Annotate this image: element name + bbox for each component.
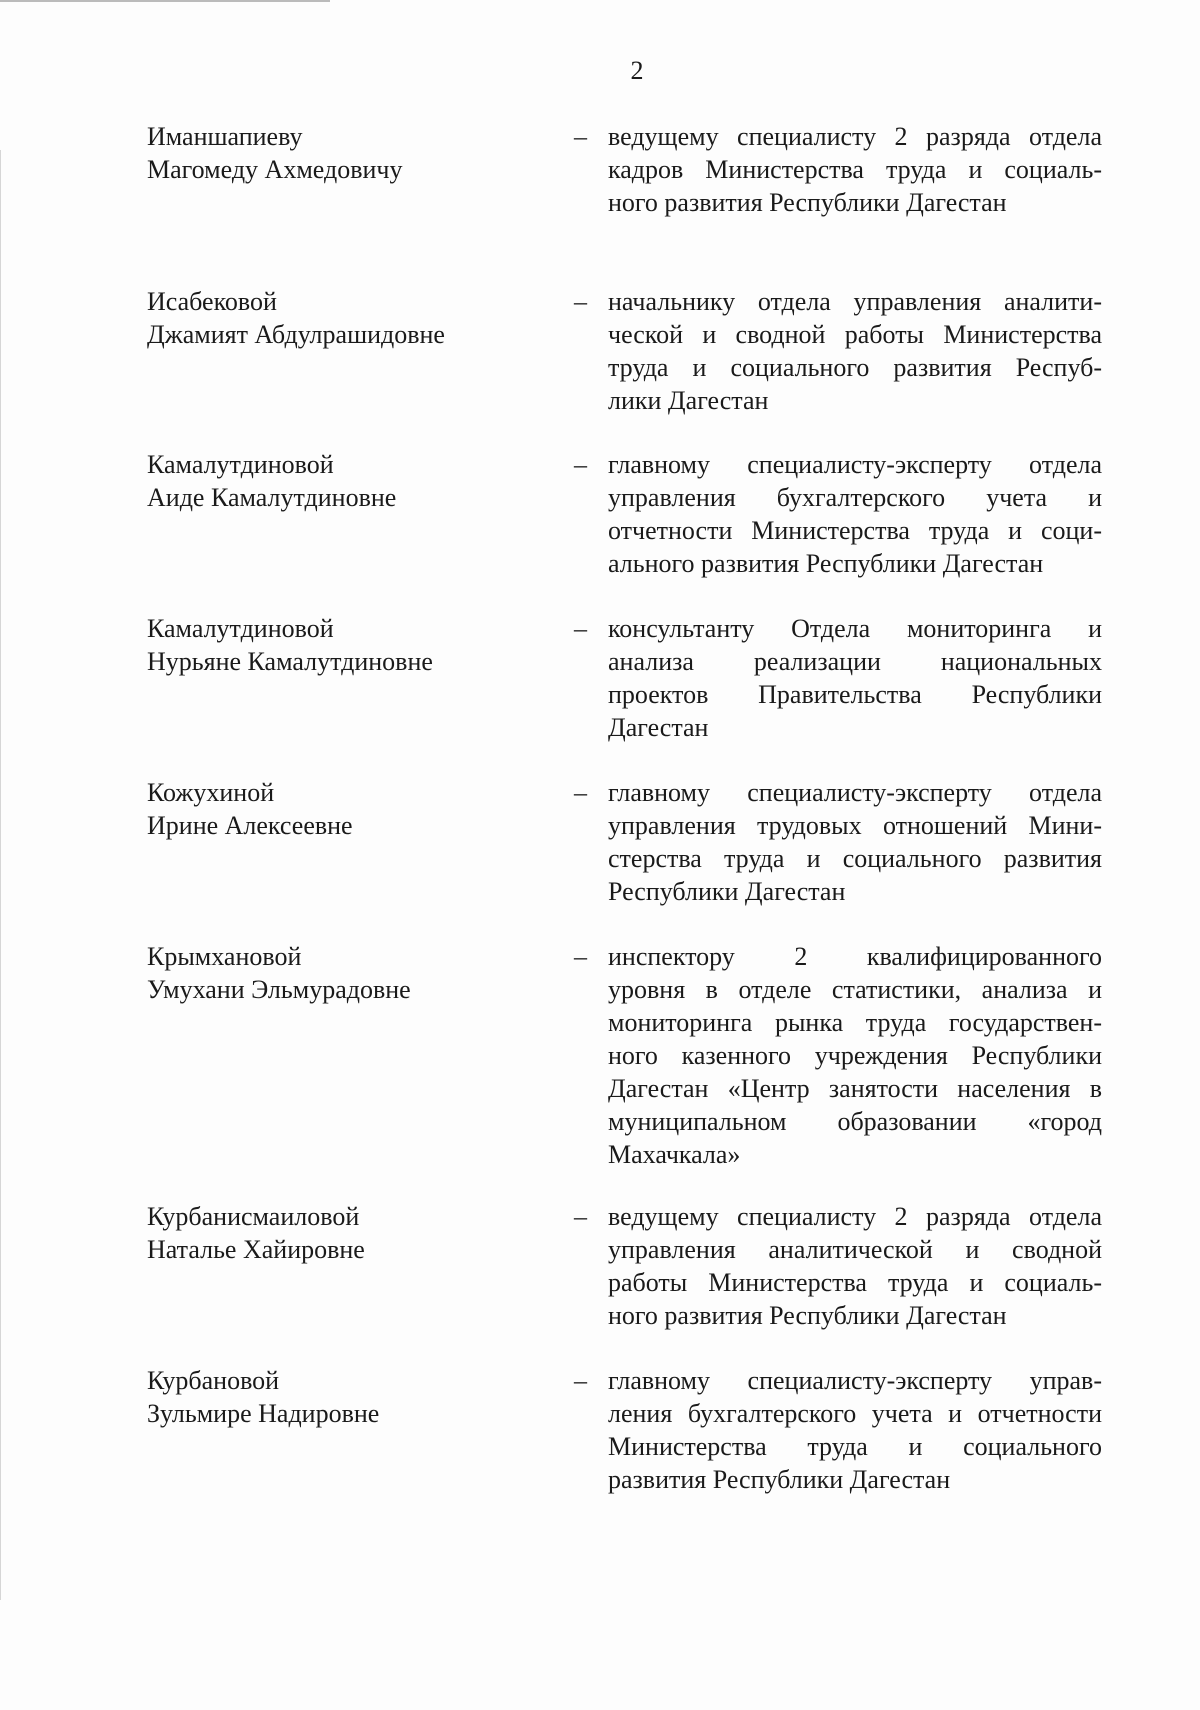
person-name-line: Нурьяне Камалутдиновне [147, 647, 433, 676]
person-name-line: Камалутдиновой [147, 450, 334, 479]
position-description [608, 448, 1102, 580]
person-name-line: Наталье Хайировне [147, 1235, 365, 1264]
person-name-line: Кожухиной [147, 778, 275, 807]
position-line: мониторинга рынка труда государствен- [608, 1008, 1102, 1037]
position-line: ного развития Республики Дагестан [608, 1301, 1007, 1330]
position-line: развития Республики Дагестан [608, 1465, 951, 1494]
position-line: начальнику отдела управления аналити- [608, 287, 1102, 316]
position-description [608, 612, 1102, 744]
position-line: ведущему специалисту 2 разряда отдела [608, 122, 1102, 151]
person-name-line: Иманшапиеву [147, 122, 303, 151]
person-name [147, 448, 537, 514]
dash-separator: – [574, 450, 587, 479]
scan-edge-top [0, 0, 330, 2]
person-name [147, 1200, 537, 1266]
dash-separator: – [574, 122, 587, 151]
person-name-line: Аиде Камалутдиновне [147, 483, 397, 512]
person-name-line: Исабековой [147, 287, 277, 316]
person-name-line: Джамият Абдулрашидовне [147, 320, 445, 349]
scan-edge-left [0, 150, 1, 1600]
person-name [147, 285, 537, 351]
person-name-line: Курбановой [147, 1366, 280, 1395]
position-line: ального развития Республики Дагестан [608, 549, 1044, 578]
position-description [608, 776, 1102, 908]
position-line: муниципальном образовании «город [608, 1107, 1102, 1136]
position-line: главному специалисту-эксперту управ- [608, 1366, 1102, 1395]
position-description [608, 285, 1102, 417]
person-name-line: Магомеду Ахмедовичу [147, 155, 403, 184]
person-name-line: Умухани Эльмурадовне [147, 975, 411, 1004]
person-name [147, 612, 537, 678]
dash-separator: – [574, 778, 587, 807]
dash-separator: – [574, 287, 587, 316]
position-line: ного развития Республики Дагестан [608, 188, 1007, 217]
page-number: 2 [630, 56, 644, 85]
position-line: консультанту Отдела мониторинга и [608, 614, 1102, 643]
person-name-line: Камалутдиновой [147, 614, 334, 643]
person-name [147, 940, 537, 1006]
position-description [608, 940, 1102, 1171]
position-line: ления бухгалтерского учета и отчетности [608, 1399, 1102, 1428]
position-line: ческой и сводной работы Министерства [608, 320, 1102, 349]
dash-separator: – [574, 1202, 587, 1231]
position-line: главному специалисту-эксперту отдела [608, 450, 1102, 479]
position-line: Министерства труда и социального [608, 1432, 1102, 1461]
position-line: Дагестан [608, 713, 709, 742]
position-line: ного казенного учреждения Республики [608, 1041, 1102, 1070]
position-line: Махачкала» [608, 1140, 741, 1169]
position-line: стерства труда и социального развития [608, 844, 1102, 873]
position-line: управления бухгалтерского учета и [608, 483, 1102, 512]
position-line: Дагестан «Центр занятости населения в [608, 1074, 1102, 1103]
person-name [147, 120, 537, 186]
person-name-line: Ирине Алексеевне [147, 811, 353, 840]
position-line: лики Дагестан [608, 386, 769, 415]
position-line: ведущему специалисту 2 разряда отдела [608, 1202, 1102, 1231]
dash-separator: – [574, 942, 587, 971]
position-line: управления аналитической и сводной [608, 1235, 1102, 1264]
position-line: кадров Министерства труда и социаль- [608, 155, 1102, 184]
position-description [608, 120, 1102, 219]
position-line: работы Министерства труда и социаль- [608, 1268, 1102, 1297]
position-description [608, 1200, 1102, 1332]
dash-separator: – [574, 614, 587, 643]
person-name-line: Крымхановой [147, 942, 302, 971]
position-line: Республики Дагестан [608, 877, 846, 906]
person-name [147, 776, 537, 842]
person-name-line: Курбанисмаиловой [147, 1202, 360, 1231]
position-line: отчетности Министерства труда и соци- [608, 516, 1102, 545]
position-line: труда и социального развития Респуб- [608, 353, 1102, 382]
position-line: инспектору 2 квалифицированного [608, 942, 1102, 971]
position-description [608, 1364, 1102, 1496]
position-line: проектов Правительства Республики [608, 680, 1102, 709]
dash-separator: – [574, 1366, 587, 1395]
position-line: анализа реализации национальных [608, 647, 1102, 676]
person-name-line: Зульмире Надировне [147, 1399, 380, 1428]
position-line: управления трудовых отношений Мини- [608, 811, 1102, 840]
position-line: уровня в отделе статистики, анализа и [608, 975, 1102, 1004]
person-name [147, 1364, 537, 1430]
position-line: главному специалисту-эксперту отдела [608, 778, 1102, 807]
